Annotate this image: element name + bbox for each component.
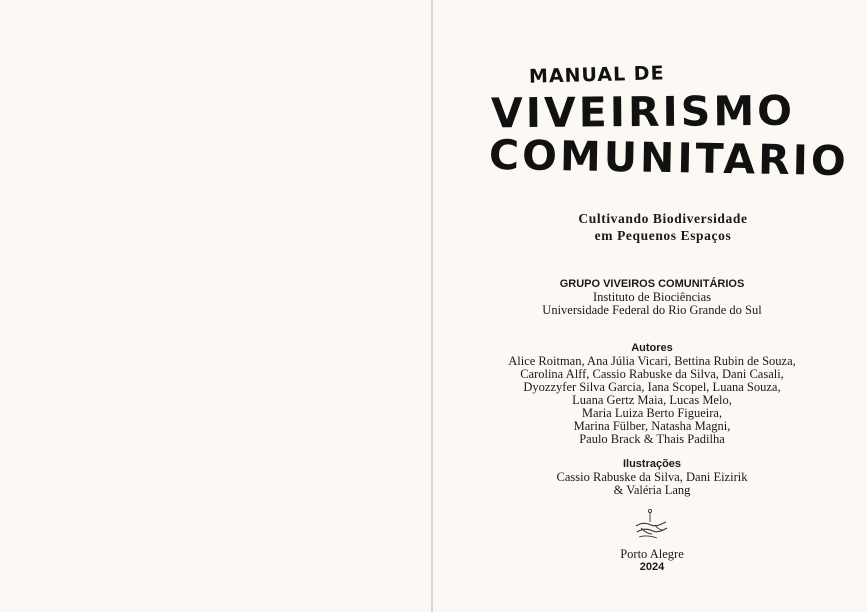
year: 2024 [639,561,665,573]
hands-seedling-icon [633,508,669,542]
subtitle-line-1: Cultivando Biodiversidade [578,211,748,226]
title-small: MANUAL DE [528,62,665,88]
authors-block [493,342,811,446]
subtitle-line-2: em Pequenos Espaços [594,228,732,243]
illustrations-line: & Valéria Lang [613,483,691,497]
title-line-1: VIVEIRISMO [490,86,796,138]
authors-line: Alice Roitman, Ana Júlia Vicari, Bettina Rubin de Souza, [508,354,796,368]
authors-line: Carolina Alff, Cassio Rabuske da Silva, Dani Casali, [520,367,784,381]
authors-line: Luana Gertz Maia, Lucas Melo, [572,393,732,407]
imprint-block [493,548,811,574]
group-block [493,278,811,317]
illustrations-line: Cassio Rabuske da Silva, Dani Eizirik [556,470,748,484]
institute: Instituto de Biociências [592,290,712,304]
title-line-2: COMUNITARIO [488,130,850,186]
authors-line: Dyozzyfer Silva Garcia, Iana Scopel, Luana Souza, [523,380,781,394]
authors-line: Maria Luiza Berto Figueira, [581,406,723,420]
university: Universidade Federal do Rio Grande do Sul [542,303,762,317]
illustrations-heading: Ilustrações [622,458,682,470]
authors-line: Paulo Brack & Thais Padilha [579,432,725,446]
illustrations-block [493,458,811,497]
authors-heading: Autores [631,342,673,354]
authors-line: Marina Fülber, Natasha Magni, [573,419,731,433]
title-page [433,0,867,612]
group-name: GRUPO VIVEIROS COMUNITÁRIOS [559,278,745,290]
subtitle [553,210,773,244]
left-blank-page [0,0,431,612]
city: Porto Alegre [620,547,684,561]
